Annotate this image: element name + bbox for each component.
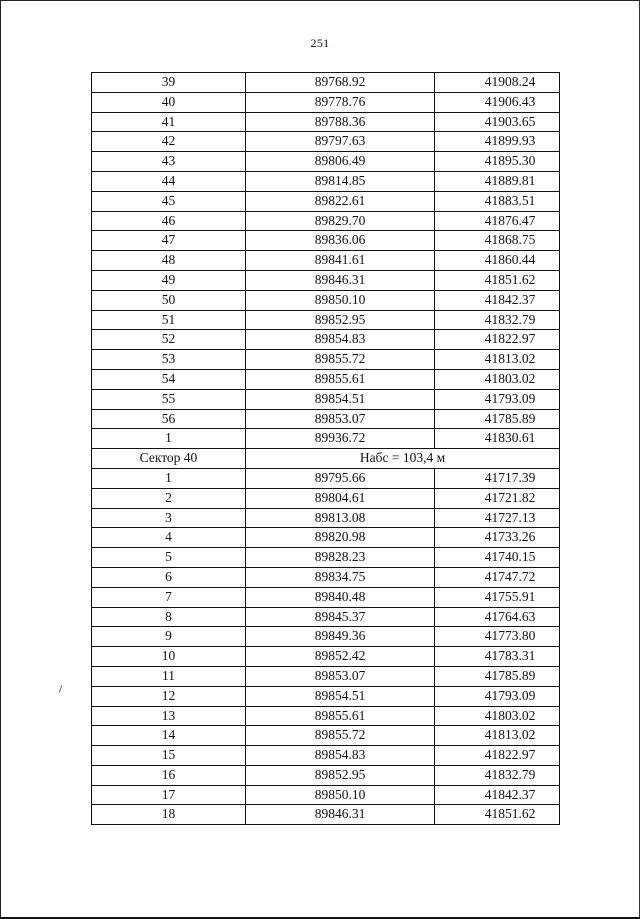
x-coordinate-cell: 89820.98 <box>246 528 435 548</box>
point-number-cell: 44 <box>92 171 246 191</box>
table-row <box>92 350 560 370</box>
y-coordinate-cell <box>435 369 560 389</box>
y-coordinate-value: 41842.37 <box>484 786 536 802</box>
y-coordinate-value: 41717.39 <box>484 469 536 485</box>
point-number-cell: 14 <box>92 726 246 746</box>
point-number-cell: 53 <box>92 350 246 370</box>
table-row <box>92 647 560 667</box>
point-number-cell: 43 <box>92 152 246 172</box>
point-number-cell: 18 <box>92 805 246 825</box>
x-coordinate-cell: 89829.70 <box>246 211 435 231</box>
y-coordinate-cell <box>435 191 560 211</box>
point-number-cell: 3 <box>92 508 246 528</box>
y-coordinate-cell <box>435 468 560 488</box>
table-row <box>92 429 560 449</box>
y-coordinate-cell <box>435 488 560 508</box>
y-coordinate-cell <box>435 746 560 766</box>
x-coordinate-cell: 89845.37 <box>246 607 435 627</box>
y-coordinate-value: 41773.80 <box>484 628 536 644</box>
y-coordinate-value: 41803.02 <box>484 370 536 386</box>
table-row <box>92 330 560 350</box>
point-number-cell: 50 <box>92 290 246 310</box>
point-number-cell: 40 <box>92 92 246 112</box>
table-row <box>92 152 560 172</box>
point-number-cell: 41 <box>92 112 246 132</box>
table-row <box>92 191 560 211</box>
page-number: 251 <box>310 36 330 50</box>
y-coordinate-value: 41783.31 <box>484 648 536 664</box>
point-number-cell: 9 <box>92 627 246 647</box>
table-row <box>92 251 560 271</box>
sector-label: Сектор 40 <box>92 449 246 469</box>
y-coordinate-value: 41908.24 <box>484 74 536 89</box>
table-row <box>92 548 560 568</box>
coordinates-table <box>91 72 560 825</box>
point-number-cell: 42 <box>92 132 246 152</box>
x-coordinate-cell: 89853.07 <box>246 666 435 686</box>
y-coordinate-cell <box>435 389 560 409</box>
y-coordinate-value: 41764.63 <box>484 608 536 624</box>
x-coordinate-cell: 89855.72 <box>246 726 435 746</box>
x-coordinate-cell: 89795.66 <box>246 468 435 488</box>
y-coordinate-cell <box>435 429 560 449</box>
table-row <box>92 726 560 746</box>
x-coordinate-cell: 89814.85 <box>246 171 435 191</box>
y-coordinate-value: 41842.37 <box>484 291 536 307</box>
y-coordinate-value: 41832.79 <box>484 766 536 782</box>
x-coordinate-cell: 89849.36 <box>246 627 435 647</box>
y-coordinate-value: 41803.02 <box>484 707 536 723</box>
table-row <box>92 290 560 310</box>
x-coordinate-cell: 89936.72 <box>246 429 435 449</box>
x-coordinate-cell: 89840.48 <box>246 587 435 607</box>
y-coordinate-cell <box>435 765 560 785</box>
y-coordinate-cell <box>435 627 560 647</box>
point-number-cell: 1 <box>92 429 246 449</box>
table-row <box>92 508 560 528</box>
x-coordinate-cell: 89852.42 <box>246 647 435 667</box>
x-coordinate-cell: 89841.61 <box>246 251 435 271</box>
table-row <box>92 468 560 488</box>
table-row <box>92 666 560 686</box>
y-coordinate-cell <box>435 528 560 548</box>
x-coordinate-cell: 89850.10 <box>246 785 435 805</box>
x-coordinate-cell: 89813.08 <box>246 508 435 528</box>
point-number-cell: 39 <box>92 73 246 93</box>
y-coordinate-value: 41727.13 <box>484 509 536 525</box>
y-coordinate-value: 41793.09 <box>484 390 536 406</box>
y-coordinate-cell <box>435 112 560 132</box>
y-coordinate-cell <box>435 805 560 825</box>
x-coordinate-cell: 89850.10 <box>246 290 435 310</box>
x-coordinate-cell: 89854.51 <box>246 686 435 706</box>
point-number-cell: 45 <box>92 191 246 211</box>
point-number-cell: 16 <box>92 765 246 785</box>
x-coordinate-cell: 89854.51 <box>246 389 435 409</box>
x-coordinate-cell: 89854.83 <box>246 330 435 350</box>
y-coordinate-cell <box>435 330 560 350</box>
point-number-cell: 52 <box>92 330 246 350</box>
y-coordinate-cell <box>435 567 560 587</box>
x-coordinate-cell: 89846.31 <box>246 270 435 290</box>
table-row <box>92 171 560 191</box>
table-row <box>92 805 560 825</box>
table-row <box>92 369 560 389</box>
point-number-cell: 49 <box>92 270 246 290</box>
table-row <box>92 92 560 112</box>
x-coordinate-cell: 89836.06 <box>246 231 435 251</box>
y-coordinate-value: 41822.97 <box>484 331 536 347</box>
y-coordinate-cell <box>435 251 560 271</box>
sector-header-row <box>92 449 560 469</box>
y-coordinate-cell <box>435 647 560 667</box>
table-row <box>92 231 560 251</box>
y-coordinate-value: 41903.65 <box>484 113 536 129</box>
table-row <box>92 310 560 330</box>
point-number-cell: 1 <box>92 468 246 488</box>
y-coordinate-value: 41733.26 <box>484 529 536 545</box>
y-coordinate-cell <box>435 310 560 330</box>
table-row <box>92 488 560 508</box>
y-coordinate-value: 41822.97 <box>484 747 536 763</box>
x-coordinate-cell: 89806.49 <box>246 152 435 172</box>
y-coordinate-cell <box>435 666 560 686</box>
y-coordinate-value: 41889.81 <box>484 172 536 188</box>
y-coordinate-cell <box>435 290 560 310</box>
table-row <box>92 785 560 805</box>
y-coordinate-cell <box>435 211 560 231</box>
point-number-cell: 13 <box>92 706 246 726</box>
x-coordinate-cell: 89797.63 <box>246 132 435 152</box>
table-row <box>92 409 560 429</box>
table-row <box>92 73 560 93</box>
y-coordinate-value: 41876.47 <box>484 212 536 228</box>
y-coordinate-value: 41721.82 <box>484 489 536 505</box>
y-coordinate-cell <box>435 587 560 607</box>
y-coordinate-value: 41793.09 <box>484 687 536 703</box>
point-number-cell: 7 <box>92 587 246 607</box>
table-row <box>92 270 560 290</box>
x-coordinate-cell: 89804.61 <box>246 488 435 508</box>
y-coordinate-cell <box>435 231 560 251</box>
y-coordinate-cell <box>435 785 560 805</box>
y-coordinate-value: 41883.51 <box>484 192 536 208</box>
y-coordinate-value: 41830.61 <box>484 430 536 446</box>
y-coordinate-value: 41785.89 <box>484 667 536 683</box>
table-row <box>92 686 560 706</box>
y-coordinate-value: 41747.72 <box>484 568 536 584</box>
table-row <box>92 389 560 409</box>
y-coordinate-value: 41813.02 <box>484 351 536 367</box>
point-number-cell: 17 <box>92 785 246 805</box>
table-row <box>92 706 560 726</box>
point-number-cell: 47 <box>92 231 246 251</box>
x-coordinate-cell: 89855.61 <box>246 369 435 389</box>
y-coordinate-cell <box>435 508 560 528</box>
x-coordinate-cell: 89828.23 <box>246 548 435 568</box>
x-coordinate-cell: 89852.95 <box>246 310 435 330</box>
point-number-cell: 10 <box>92 647 246 667</box>
x-coordinate-cell: 89822.61 <box>246 191 435 211</box>
point-number-cell: 2 <box>92 488 246 508</box>
x-coordinate-cell: 89768.92 <box>246 73 435 93</box>
y-coordinate-cell <box>435 350 560 370</box>
y-coordinate-cell <box>435 607 560 627</box>
point-number-cell: 11 <box>92 666 246 686</box>
y-coordinate-cell <box>435 92 560 112</box>
x-coordinate-cell: 89846.31 <box>246 805 435 825</box>
y-coordinate-cell <box>435 686 560 706</box>
point-number-cell: 51 <box>92 310 246 330</box>
table-row <box>92 132 560 152</box>
y-coordinate-value: 41851.62 <box>484 271 536 287</box>
y-coordinate-value: 41851.62 <box>484 806 536 822</box>
coordinates-table-body <box>92 73 560 825</box>
y-coordinate-cell <box>435 73 560 93</box>
x-coordinate-cell: 89855.72 <box>246 350 435 370</box>
y-coordinate-value: 41813.02 <box>484 727 536 743</box>
y-coordinate-value: 41895.30 <box>484 153 536 169</box>
point-number-cell: 5 <box>92 548 246 568</box>
point-number-cell: 6 <box>92 567 246 587</box>
y-coordinate-value: 41755.91 <box>484 588 536 604</box>
table-row <box>92 528 560 548</box>
y-coordinate-value: 41860.44 <box>484 252 536 268</box>
y-coordinate-cell <box>435 132 560 152</box>
x-coordinate-cell: 89855.61 <box>246 706 435 726</box>
table-row <box>92 765 560 785</box>
point-number-cell: 15 <box>92 746 246 766</box>
point-number-cell: 54 <box>92 369 246 389</box>
y-coordinate-value: 41785.89 <box>484 410 536 426</box>
y-coordinate-value: 41832.79 <box>484 311 536 327</box>
y-coordinate-value: 41740.15 <box>484 549 536 565</box>
x-coordinate-cell: 89834.75 <box>246 567 435 587</box>
point-number-cell: 46 <box>92 211 246 231</box>
table-row <box>92 607 560 627</box>
table-row <box>92 746 560 766</box>
table-row <box>92 567 560 587</box>
x-coordinate-cell: 89853.07 <box>246 409 435 429</box>
x-coordinate-cell: 89778.76 <box>246 92 435 112</box>
table-row <box>92 211 560 231</box>
y-coordinate-cell <box>435 409 560 429</box>
point-number-cell: 8 <box>92 607 246 627</box>
point-number-cell: 12 <box>92 686 246 706</box>
y-coordinate-cell <box>435 726 560 746</box>
x-coordinate-cell: 89788.36 <box>246 112 435 132</box>
point-number-cell: 4 <box>92 528 246 548</box>
y-coordinate-value: 41899.93 <box>484 133 536 149</box>
x-coordinate-cell: 89852.95 <box>246 765 435 785</box>
point-number-cell: 48 <box>92 251 246 271</box>
y-coordinate-cell <box>435 706 560 726</box>
table-row <box>92 627 560 647</box>
table-row <box>92 587 560 607</box>
point-number-cell: 56 <box>92 409 246 429</box>
y-coordinate-cell <box>435 270 560 290</box>
y-coordinate-cell <box>435 171 560 191</box>
x-coordinate-cell: 89854.83 <box>246 746 435 766</box>
point-number-cell: 55 <box>92 389 246 409</box>
sector-height: Набс = 103,4 м <box>246 449 560 469</box>
y-coordinate-cell <box>435 548 560 568</box>
y-coordinate-value: 41868.75 <box>484 232 536 248</box>
y-coordinate-value: 41906.43 <box>484 93 536 109</box>
table-row <box>92 112 560 132</box>
y-coordinate-cell <box>435 152 560 172</box>
